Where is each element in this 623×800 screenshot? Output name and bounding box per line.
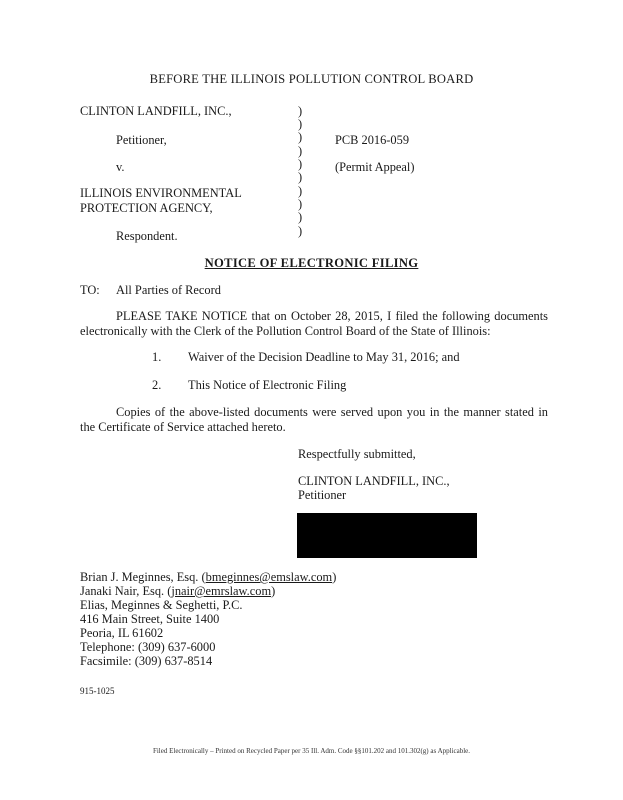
signature-party: CLINTON LANDFILL, INC.,: [298, 474, 450, 488]
counsel-address1: 416 Main Street, Suite 1400: [80, 612, 220, 626]
notice-paragraph: PLEASE TAKE NOTICE that on October 28, 2015, I filed the following documents electronically with the Clerk of the Pollution Control Board of the State of Illinois:: [80, 309, 548, 338]
item-number: 2.: [152, 378, 162, 392]
email-link[interactable]: bmeginnes@emslaw.com: [205, 570, 333, 584]
service-paragraph: Copies of the above-listed documents were served upon you in the manner stated in the Certificate of Service attached hereto.: [80, 405, 548, 434]
case-type: (Permit Appeal): [335, 160, 415, 174]
counsel-close: ): [271, 584, 276, 598]
notice-title: NOTICE OF ELECTRONIC FILING: [204, 256, 419, 270]
counsel-telephone: Telephone: (309) 637-6000: [80, 640, 216, 654]
versus: v.: [116, 160, 125, 174]
petitioner-role: Petitioner,: [116, 133, 167, 147]
counsel-address2: Peoria, IL 61602: [80, 626, 164, 640]
item-number: 1.: [152, 350, 162, 364]
counsel-facsimile: Facsimile: (309) 637-8514: [80, 654, 213, 668]
to-value: All Parties of Record: [116, 283, 221, 297]
item-text: This Notice of Electronic Filing: [188, 378, 347, 392]
email-link[interactable]: jnair@emrslaw.com: [171, 584, 272, 598]
signature-role: Petitioner: [298, 488, 347, 502]
caption-paren: ): [298, 170, 303, 184]
caption-paren: ): [298, 210, 303, 224]
counsel-name: Brian J. Meginnes, Esq. (: [80, 570, 206, 584]
respondent-name-line2: PROTECTION AGENCY,: [80, 201, 213, 215]
counsel-line1: [80, 570, 336, 585]
respondent-role: Respondent.: [116, 229, 178, 243]
counsel-line2: [80, 584, 275, 599]
caption-paren: ): [298, 197, 303, 211]
petitioner-name: CLINTON LANDFILL, INC.,: [80, 104, 232, 118]
to-label: TO:: [80, 283, 100, 297]
signature-closing: Respectfully submitted,: [298, 447, 416, 461]
caption-paren: ): [298, 184, 303, 198]
counsel-firm: Elias, Meginnes & Seghetti, P.C.: [80, 598, 243, 612]
caption-paren: ): [298, 104, 303, 118]
counsel-name: Janaki Nair, Esq. (: [80, 584, 172, 598]
caption-paren: ): [298, 117, 303, 131]
redacted-signature-block: [297, 513, 477, 558]
caption-paren: ): [298, 157, 303, 171]
caption-paren: ): [298, 144, 303, 158]
counsel-close: ): [332, 570, 337, 584]
caption-paren: ): [298, 130, 303, 144]
footer-note: Filed Electronically – Printed on Recycled Paper per 35 Ill. Adm. Code §§101.202 and 101.302(g) as Applicable.: [152, 747, 471, 755]
respondent-name-line1: ILLINOIS ENVIRONMENTAL: [80, 186, 242, 200]
caption-paren: ): [298, 224, 303, 238]
case-number: PCB 2016-059: [335, 133, 410, 147]
board-header: BEFORE THE ILLINOIS POLLUTION CONTROL BOARD: [149, 72, 474, 86]
reference-number: 915-1025: [80, 686, 115, 696]
item-text: Waiver of the Decision Deadline to May 31, 2016; and: [188, 350, 460, 364]
